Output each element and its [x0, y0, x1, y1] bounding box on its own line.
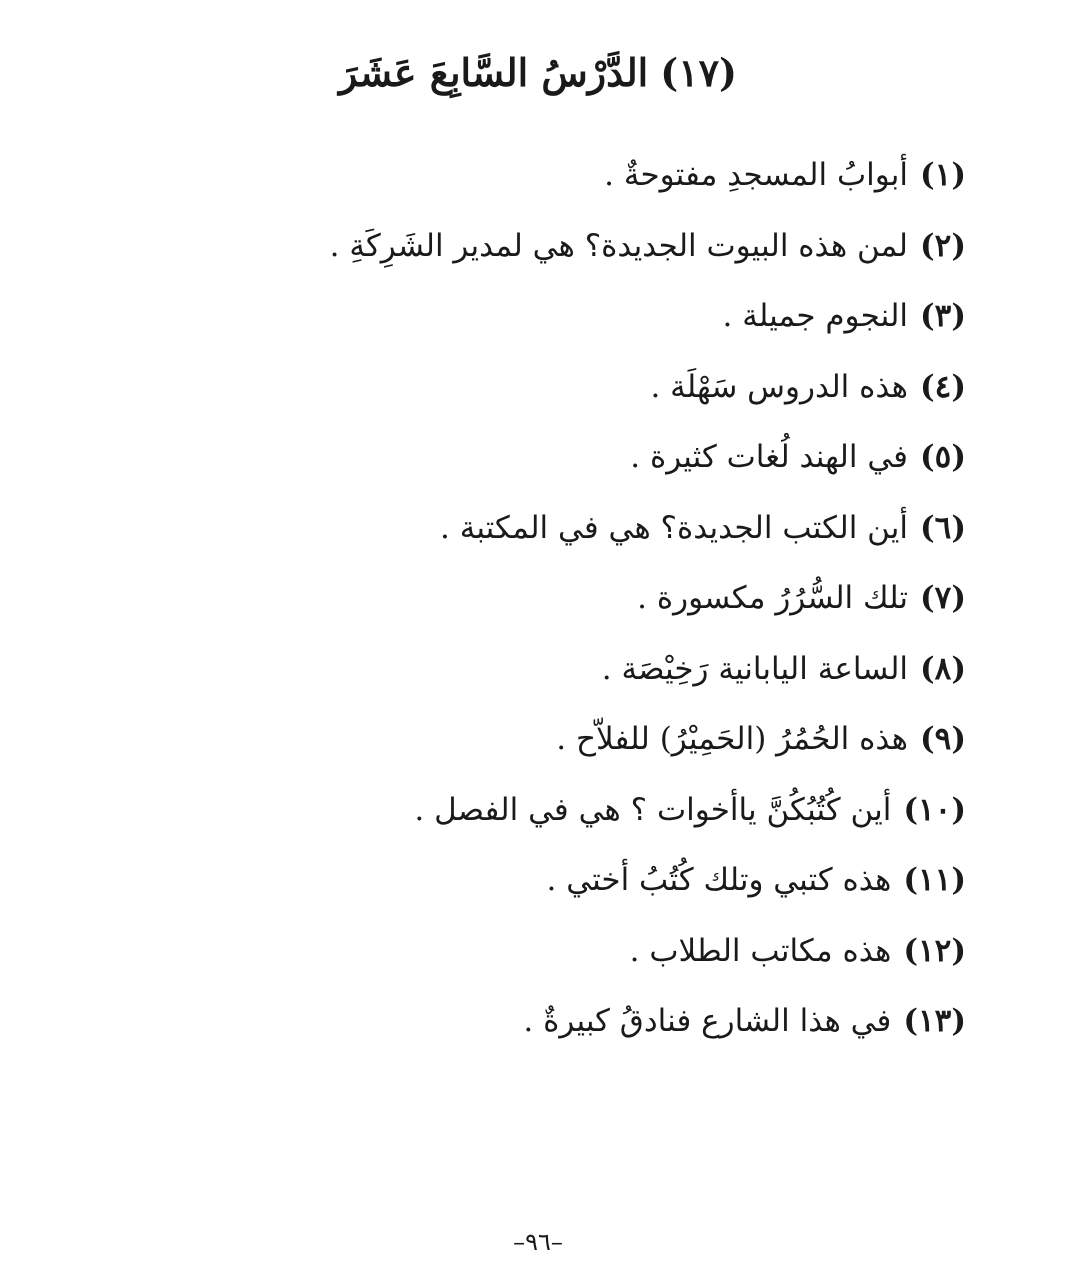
page-number: –٩٦–: [513, 1228, 563, 1256]
sentence-number: (١٣): [903, 1003, 966, 1039]
sentence-11: [206, 845, 966, 916]
lesson-title-text: الدَّرْسُ السَّابِعَ عَشَرَ: [338, 50, 649, 95]
sentence-2: [206, 211, 966, 282]
sentence-number: (١١): [903, 862, 966, 898]
sentence-9: [206, 704, 966, 775]
sentence-number: (٤): [920, 368, 966, 405]
sentence-text: أين كُتُبُكُنَّ ياأخوات ؟ هي في الفصل .: [414, 791, 892, 828]
sentence-4: [206, 352, 966, 423]
lesson-number: (١٧): [660, 50, 738, 95]
lesson-title: [0, 38, 1076, 108]
sentence-text: أبوابُ المسجدِ مفتوحةٌ .: [604, 157, 908, 193]
sentence-number: (٢): [920, 227, 966, 264]
sentence-text: هذه الحُمُرُ (الحَمِيْرُ) للفلاّح .: [556, 721, 908, 757]
sentence-text: لمن هذه البيوت الجديدة؟ هي لمدير الشَرِكَةِ .: [329, 227, 908, 264]
sentence-number: (٨): [920, 650, 966, 687]
sentence-number: (١٢): [903, 932, 966, 969]
sentence-10: [206, 775, 966, 846]
sentence-number: (٧): [920, 580, 966, 616]
sentence-text: أين الكتب الجديدة؟ هي في المكتبة .: [440, 509, 908, 546]
sentence-7: [206, 563, 966, 634]
sentence-number: (١٠): [903, 791, 966, 828]
sentence-text: الساعة اليابانية رَخِيْصَة .: [601, 650, 908, 687]
sentence-text: النجوم جميلة .: [722, 298, 908, 334]
sentence-list: [206, 140, 966, 1057]
sentence-13: [206, 986, 966, 1057]
sentence-number: (٦): [920, 509, 966, 546]
sentence-number: (١): [920, 157, 966, 193]
sentence-6: [206, 493, 966, 564]
sentence-number: (٥): [920, 439, 966, 475]
sentence-8: [206, 634, 966, 705]
sentence-text: تلك السُّرُرُ مكسورة .: [637, 580, 908, 616]
sentence-1: [206, 140, 966, 211]
sentence-text: في الهند لُغات كثيرة .: [630, 439, 908, 475]
sentence-text: في هذا الشارع فنادقُ كبيرةٌ .: [523, 1003, 892, 1039]
sentence-3: [206, 281, 966, 352]
sentence-number: (٩): [920, 721, 966, 757]
sentence-number: (٣): [920, 298, 966, 334]
sentence-text: هذه كتبي وتلك كُتُبُ أختي .: [546, 862, 892, 898]
sentence-text: هذه مكاتب الطلاب .: [629, 932, 892, 969]
sentence-12: [206, 916, 966, 987]
sentence-text: هذه الدروس سَهْلَة .: [650, 368, 908, 405]
sentence-5: [206, 422, 966, 493]
